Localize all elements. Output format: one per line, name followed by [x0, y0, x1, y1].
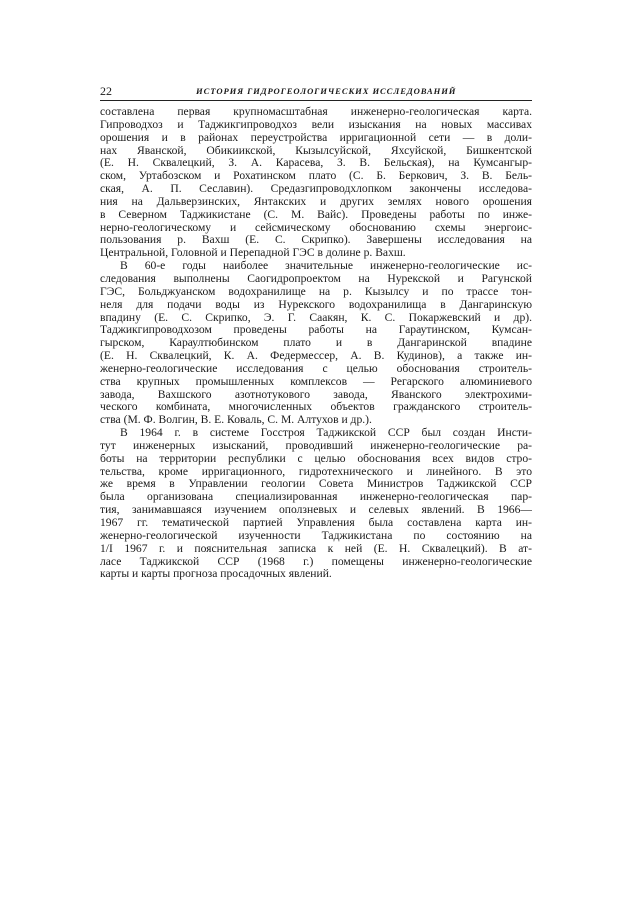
- text-line: ства крупных промышленных комплексов — Регарского алюминиевого: [100, 375, 532, 388]
- page-header: [100, 84, 532, 100]
- text-line: тут инженерных изысканий, проводивший инженерно-геологические ра-: [100, 439, 532, 452]
- text-line: Таджикгипроводхозом проведены работы на Гараутинском, Кумсан-: [100, 324, 532, 337]
- text-line: же время в Управлении геологии Совета Министров Таджикской ССР: [100, 478, 532, 491]
- text-line: гырском, Караултюбинском плато и в Дангаринской впадине: [100, 337, 532, 350]
- text-line: ласе Таджикской ССР (1968 г.) помещены инженерно-геологические: [100, 555, 532, 568]
- text-line: неля для подачи воды из Нурекского водохранилища в Дангаринскую: [100, 298, 532, 311]
- page-number: 22: [100, 84, 112, 98]
- header-rule: [100, 100, 532, 101]
- text-line: боты на территории республики с целью обоснования всех видов стро-: [100, 452, 532, 465]
- text-line: следования выполнены Саогидропроектом на Нурекской и Рагунской: [100, 272, 532, 285]
- text-line: составлена первая крупномасштабная инженерно-геологическая карта.: [100, 106, 532, 118]
- text-line: ния на Дальверзинских, Янтакских и других землях нового орошения: [100, 195, 532, 208]
- text-line: впадину (Е. С. Скрипко, Э. Г. Саакян, К. С. Покаржевский и др).: [100, 311, 532, 324]
- text-line: ства (М. Ф. Волгин, В. Е. Коваль, С. М. Алтухов и др.).: [100, 414, 372, 427]
- text-line: была организована специализированная инженерно-геологическая пар-: [100, 491, 532, 504]
- text-line: (Е. Н. Сквалецкий, К. А. Федермессер, А. В. Кудинов), а также ин-: [100, 350, 532, 363]
- text-line: ском, Уртабозском и Рохатинском плато (С. Б. Беркович, З. В. Бель-: [100, 170, 532, 183]
- text-line: нерно-геологическому и сейсмическому обоснованию схемы энергоис-: [100, 221, 532, 234]
- body-text: [100, 106, 532, 581]
- text-line: (Е. Н. Сквалецкий, З. А. Карасева, З. В. Бельская), на Кумсангыр-: [100, 157, 532, 170]
- text-line: тельства, кроме ирригационного, гидротехнического и линейного. В это: [100, 465, 532, 478]
- text-line: завода, Вахшского азотнотукового завода, Яванского электрохими-: [100, 388, 532, 401]
- text-line: тия, занимавшаяся изучением оползневых и селевых явлений. В 1966—: [100, 504, 532, 517]
- text-line: В 60-е годы наиболее значительные инженерно-геологические ис-: [120, 260, 532, 273]
- text-line: ческого комбината, многочисленных объектов гражданского строитель-: [100, 401, 532, 414]
- text-line: ская, А. П. Сеславин). Средазгипроводхлопком закончены исследова-: [100, 183, 532, 196]
- text-line: орошения и в районах переустройства ирригационной сети — в доли-: [100, 131, 532, 144]
- text-line: женерно-геологические исследования с целью обоснования строитель-: [100, 362, 532, 375]
- running-title: ИСТОРИЯ ГИДРОГЕОЛОГИЧЕСКИХ ИССЛЕДОВАНИЙ: [196, 86, 457, 96]
- text-line: ГЭС, Больджуанском водохранилище на р. Кызылсу и по трассе тон-: [100, 285, 532, 298]
- text-line: 1967 гг. тематической партией Управления была составлена карта ин-: [100, 517, 532, 529]
- text-line: в Северном Таджикистане (С. М. Вайс). Проведены работы по инже-: [100, 208, 532, 221]
- paragraph: [100, 427, 532, 581]
- text-line: Гипроводхоз и Таджикгипроводхоз вели изыскания на новых массивах: [100, 118, 532, 131]
- text-line: пользования р. Вахш (Е. С. Скрипко). Завершены исследования на: [100, 234, 532, 247]
- text-line: нах Яванской, Обикиикской, Кызылсуйской, Яхсуйской, Бишкентской: [100, 144, 532, 157]
- paragraph: [100, 260, 532, 427]
- paragraph: [100, 106, 532, 260]
- text-line: В 1964 г. в системе Госстроя Таджикской ССР был создан Инсти-: [120, 427, 532, 440]
- text-line: 1/I 1967 г. и пояснительная записка к ней (Е. Н. Сквалецкий). В ат-: [100, 542, 532, 555]
- text-line: карты и карты прогноза просадочных явлений.: [100, 568, 332, 581]
- text-line: женерно-геологической изученности Таджикистана по состоянию на: [100, 529, 532, 542]
- text-line: Центральной, Головной и Перепадной ГЭС в долине р. Вахш.: [100, 247, 406, 260]
